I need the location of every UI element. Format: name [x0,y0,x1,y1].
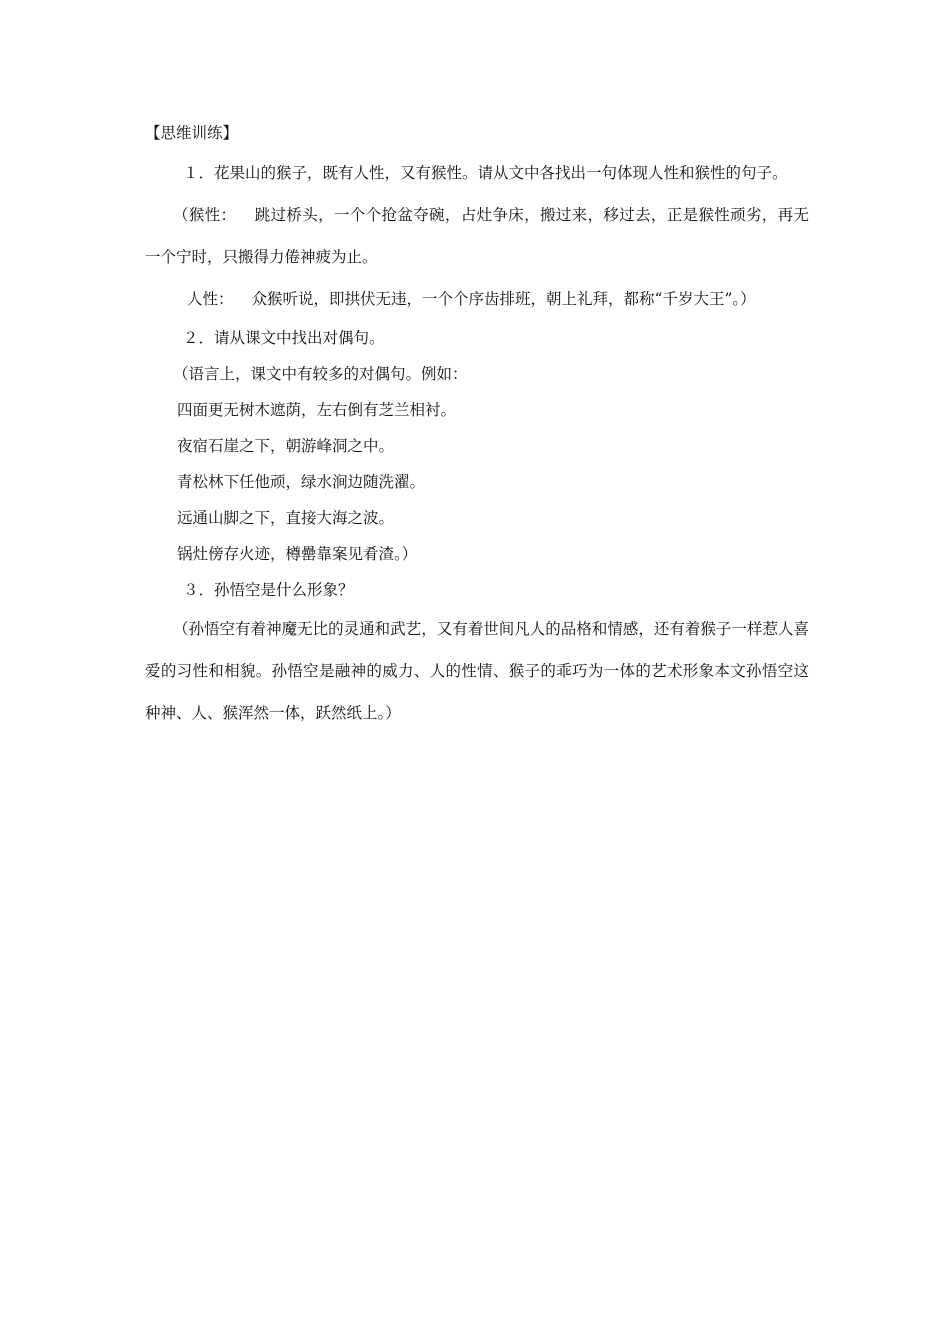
document-content [145,118,809,734]
couplet-line: 青松林下任他顽，绿水涧边随洗濯。 [177,473,426,491]
answer-3: （孙悟空有着神魔无比的灵通和武艺，又有着世间凡人的品格和情感，还有着猴子一样惹人喜爱的习性和相貌。孙悟空是融神的威力、人的性情、猴子的乖巧为一体的艺术形象本文孙悟空这种神、人、猴浑然一体，跃然纸上。） [145,620,809,722]
question-1: １．花果山的猴子，既有人性，又有猴性。请从文中各找出一句体现人性和猴性的句子。 [183,164,788,182]
couplet-line: 四面更无树木遮荫，左右倒有芝兰相衬。 [177,401,457,419]
answer-2-intro: （语言上，课文中有较多的对偶句。例如： [173,365,468,383]
section-heading: 【思维训练】 [145,124,239,142]
couplet-line: 锅灶傍存火迹，樽罍靠案见肴渣。） [177,545,418,563]
answer-1-human-nature [145,278,809,320]
human-nature-text: 众猴听说，即拱伏无违，一个个序齿排班，朝上礼拜，都称“千岁大王”。） [251,290,756,308]
answer-1-monkey-nature [145,194,809,278]
couplet-line: 夜宿石崖之下，朝游峰洞之中。 [177,437,395,455]
question-2: ２．请从课文中找出对偶句。 [183,329,385,347]
couplet-line: 远通山脚之下，直接大海之波。 [177,509,395,527]
human-nature-label: 人性： [187,290,234,308]
question-3: ３．孙悟空是什么形象？ [183,581,354,599]
monkey-nature-text: 跳过桥头，一个个抢盆夺碗，占灶争床，搬过来，移过去，正是猴性顽劣，再无一个宁时，只搬得力倦神疲为止。 [145,206,809,266]
monkey-nature-label: （猴性： [173,206,237,224]
